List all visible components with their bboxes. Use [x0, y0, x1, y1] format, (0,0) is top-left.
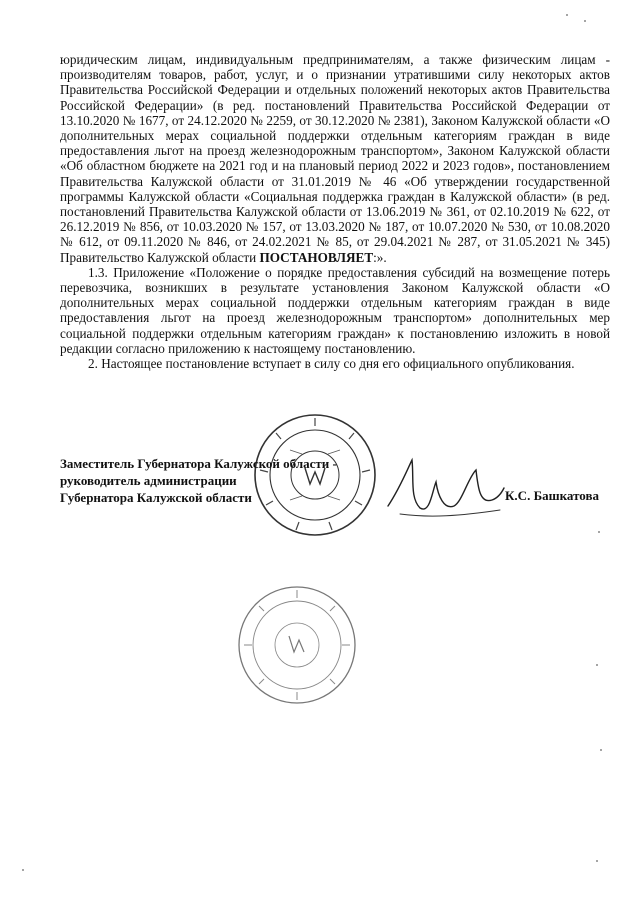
paragraph-appendix: 1.3. Приложение «Положение о порядке предоставления субсидий на возмещение потерь перевозчика, возникших в результате установления Законом Калужской области «О дополнительных мерах социальной поддержки отдельным категориям граждан в виде предоставления льгот на проезд железнодорожным транспортом» дополнительных мер социальной поддержки отдельным категориям граждан» к постановлению изложить в новой редакции согласно приложению к настоящему постановлению. — [60, 264, 610, 356]
signatory-name: К.С. Башкатова — [505, 488, 600, 503]
scan-speck — [596, 664, 598, 666]
seal-imprint-icon — [232, 580, 362, 710]
resolution-keyword: ПОСТАНОВЛЯЕТ — [259, 249, 374, 265]
paragraph-legal-basis — [60, 52, 610, 265]
signatory-position-line-2: руководитель администрации — [60, 473, 237, 488]
signatory-position-line-1: Заместитель Губернатора Калужской области - — [60, 456, 337, 471]
scan-speck — [584, 20, 586, 22]
signatory-position-line-3: Губернатора Калужской области — [60, 490, 252, 505]
document-body — [60, 52, 610, 371]
scan-speck — [22, 869, 24, 871]
scan-speck — [600, 749, 602, 751]
scan-speck — [566, 14, 568, 16]
paragraph-end: :». — [373, 249, 387, 265]
scan-speck — [596, 860, 598, 862]
paragraph-effective: 2. Настоящее постановление вступает в силу со дня его официального опубликования. — [88, 356, 575, 372]
scan-speck — [598, 531, 600, 533]
paragraph-text: юридическим лицам, индивидуальным предпринимателям, а также физическим лицам - производителям товаров, работ, услуг, и о признании утратившими силу некоторых актов Правительства Российской Федерации и отдельных положений некоторых актов Правительства Российской Федерации» (в ред. постановлений Правительства Российской Федерации от 13.10.2020 № 1677, от 24.12.2020 № 2259, от 30.12.2020 № 2381), Законом Калужской области «О дополнительных мерах социальной поддержки отдельным категориям граждан в виде предоставления льгот на проезд железнодорожным транспортом», Законом Калужской области «Об областном бюджете на 2021 год и на плановый период 2022 и 2023 годов», постановлением Правительства Калужской области от 31.01.2019 № 46 «Об утверждении государственной программы Калужской области «Социальная поддержка граждан в Калужской области» (в ред. постановлений Правительства Калужской области от 13.06.2019 № 361, от 02.10.2019 № 622, от 26.12.2019 № 856, от 10.03.2020 № 157, от 13.03.2020 № 187, от 10.07.2020 № 530, от 10.08.2020 № 612, от 09.11.2020 № 846, от 24.02.2021 № 85, от 29.04.2021 № 287, от 31.05.2021 № 345) Правительство Калужской области — [60, 52, 610, 265]
